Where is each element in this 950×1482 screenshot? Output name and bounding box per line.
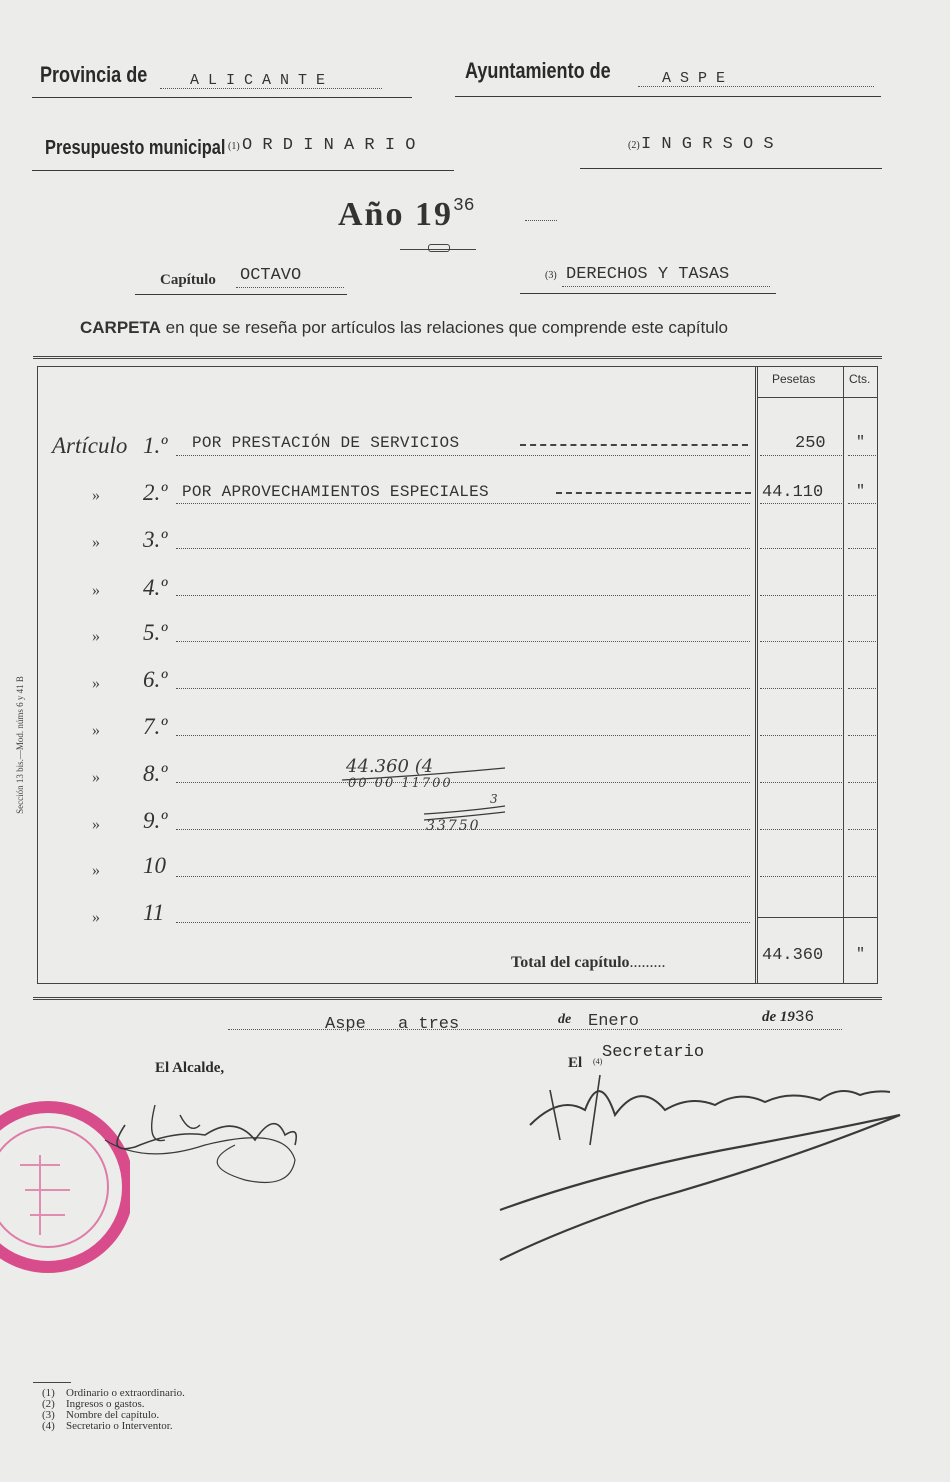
row-fill-dashes <box>556 492 751 494</box>
total-label-text: Total del capítulo <box>511 954 630 971</box>
alcalde-label: El Alcalde, <box>155 1060 225 1076</box>
articulo-label: Artículo <box>52 433 128 458</box>
row-number: 4.º <box>143 575 168 600</box>
ornament-knot <box>428 244 450 252</box>
row-cts: " <box>856 434 866 451</box>
presupuesto-label: Presupuesto municipal <box>45 137 226 159</box>
ditto-chevron: » <box>92 769 100 786</box>
row-number: 9.º <box>143 808 168 833</box>
footnote-text: Secretario o Interventor. <box>66 1420 173 1432</box>
side-note: Sección 13 bis.—Mod. núms 6 y 41 B <box>15 676 25 814</box>
secretario-value: Secretario <box>602 1043 705 1062</box>
ditto-chevron: » <box>92 628 100 645</box>
ditto-chevron: » <box>92 582 100 599</box>
row-fill-dashes <box>520 444 748 446</box>
footnote-mark: (4) <box>42 1420 55 1432</box>
date-month: Enero <box>588 1012 640 1031</box>
total-leader: ......... <box>629 954 666 971</box>
row-number: 7.º <box>143 714 168 739</box>
provincia-label: Provincia de <box>40 62 148 87</box>
secretario-signature <box>490 1050 920 1290</box>
row-number: 1.º <box>143 433 168 458</box>
total-label <box>511 954 666 972</box>
row-line <box>176 455 750 456</box>
ayuntamiento-value: A S P E <box>662 70 726 87</box>
capitulo-value: OCTAVO <box>240 266 302 285</box>
row-line <box>176 735 750 736</box>
row-description: POR PRESTACIÓN DE SERVICIOS <box>192 434 460 452</box>
date-de-1: de <box>558 1012 572 1027</box>
provincia-value: A L I C A N T E <box>190 72 326 89</box>
calc-line-3: 3 <box>490 792 498 806</box>
footnotes <box>42 1388 185 1432</box>
footnote-mark: (2) <box>42 1398 55 1410</box>
footnote-mark: (3) <box>42 1409 55 1421</box>
provincia-underline <box>32 97 412 98</box>
footnote-text: Ordinario o extraordinario. <box>66 1387 185 1399</box>
col-divider-pesetas <box>755 366 758 984</box>
total-cts: " <box>856 946 866 963</box>
row-line <box>176 876 750 877</box>
row-description: POR APROVECHAMIENTOS ESPECIALES <box>182 483 489 501</box>
ditto-chevron: » <box>92 487 100 504</box>
row-pesetas: 44.110 <box>762 483 824 502</box>
presupuesto-underline <box>32 170 454 171</box>
calc-line-4: 33750 <box>426 818 481 834</box>
col-header-pesetas: Pesetas <box>772 372 816 386</box>
row-line <box>176 548 750 549</box>
capitulo-name-underline <box>520 293 776 294</box>
row-number: 2.º <box>143 480 168 505</box>
handwritten-calculation <box>340 756 530 851</box>
year-label: Año 19 <box>338 196 453 233</box>
row-number: 3.º <box>143 527 168 552</box>
footnote <box>42 1421 185 1432</box>
calc-line-2: 00 00 11700 <box>348 776 453 791</box>
year-suffix: 36 <box>452 196 475 216</box>
secretario-prefix: El <box>568 1055 583 1071</box>
tipo-mark: (2) <box>628 140 640 151</box>
capitulo-underline <box>135 294 347 295</box>
capitulo-name-value: DERECHOS Y TASAS <box>566 265 730 284</box>
row-number: 6.º <box>143 667 168 692</box>
calc-line-1: 44.360 (4 <box>346 756 434 777</box>
total-pesetas: 44.360 <box>762 946 824 965</box>
date-year <box>762 1008 814 1026</box>
capitulo-label: Capítulo <box>160 272 216 288</box>
row-number: 5.º <box>143 620 168 645</box>
row-line <box>176 922 750 923</box>
total-rule <box>758 917 878 918</box>
row-line <box>176 503 750 504</box>
tipo-value: I N G R S O S <box>641 135 774 154</box>
date-day: a tres <box>398 1015 460 1034</box>
date-line <box>228 1029 842 1030</box>
col-header-underline <box>758 397 878 398</box>
col-divider-cts <box>843 366 844 984</box>
col-header-cts: Cts. <box>849 372 871 386</box>
row-pesetas: 250 <box>795 434 826 453</box>
presupuesto-value: O R D I N A R I O <box>242 136 416 155</box>
ditto-chevron: » <box>92 862 100 879</box>
ditto-chevron: » <box>92 675 100 692</box>
row-line <box>176 641 750 642</box>
footnote-text: Nombre del capítulo. <box>66 1409 160 1421</box>
ditto-chevron: » <box>92 909 100 926</box>
presupuesto-mark: (1) <box>228 141 240 152</box>
row-number: 8.º <box>143 761 168 786</box>
row-number: 11 <box>143 900 165 925</box>
alcalde-signature <box>85 1085 325 1205</box>
ayuntamiento-underline <box>455 96 881 97</box>
carpeta-line <box>80 318 728 338</box>
ditto-chevron: » <box>92 534 100 551</box>
ayuntamiento-label: Ayuntamiento de <box>465 58 611 83</box>
footnote-rule <box>33 1382 71 1383</box>
footnote-text: Ingresos o gastos. <box>66 1398 145 1410</box>
date-year-value: 36 <box>794 1008 815 1026</box>
ditto-chevron: » <box>92 722 100 739</box>
tipo-underline <box>580 168 882 169</box>
ditto-chevron: » <box>92 816 100 833</box>
calc-strokes <box>340 756 530 851</box>
secretario-mark: (4) <box>593 1057 603 1066</box>
row-line <box>176 688 750 689</box>
carpeta-text: en que se reseña por artículos las relaciones que comprende este capítulo <box>165 318 728 337</box>
row-number: 10 <box>143 853 166 878</box>
row-line <box>176 595 750 596</box>
date-place: Aspe <box>325 1015 366 1034</box>
footnote-mark: (1) <box>42 1387 55 1399</box>
row-cts: " <box>856 483 866 500</box>
year-title <box>338 196 475 234</box>
carpeta-bold: CARPETA <box>80 318 161 337</box>
date-de-2: de 19 <box>762 1009 795 1025</box>
capitulo-name-mark: (3) <box>545 270 557 281</box>
